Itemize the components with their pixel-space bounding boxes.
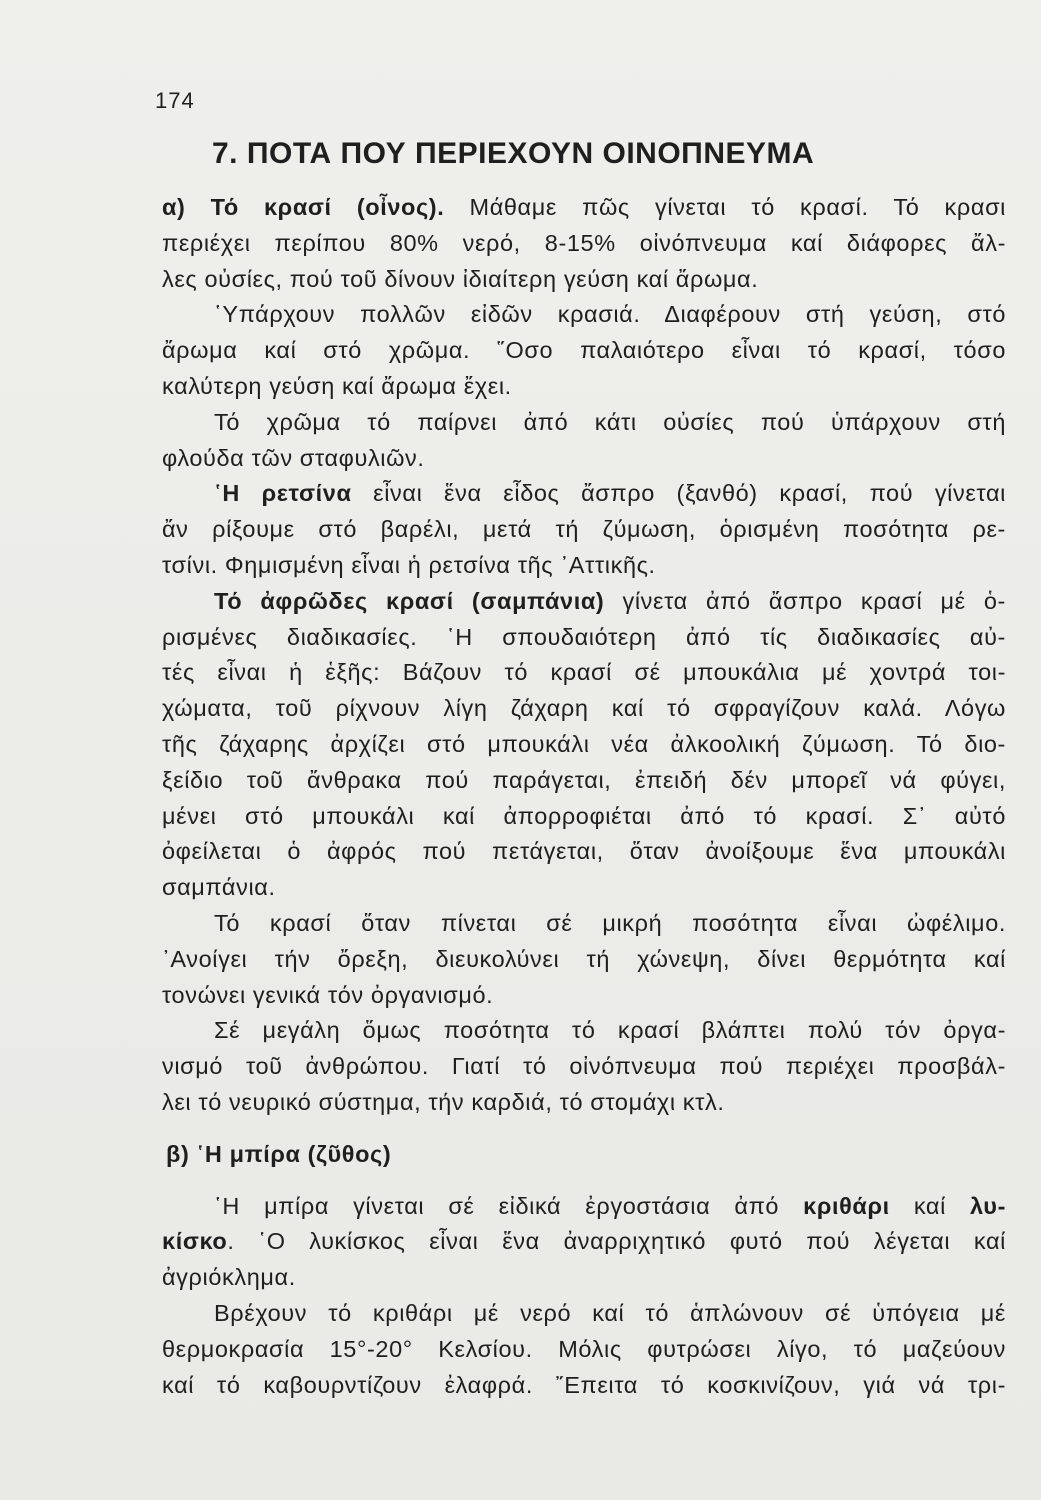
text-line: . ῾Ο λυκίσκος εἶναι ἕνα ἀναρριχητικό φυτό πού λέγεται καί (227, 1228, 1006, 1255)
text-line: ἄν ρίξουμε στό βαρέλι, μετά τή ζύμωση, ὁρισμένη ποσότητα ρε- (162, 516, 1006, 543)
text-line: Τό κρασί ὅταν πίνεται σέ μικρή ποσότητα εἶναι ὠφέλιμο. (214, 909, 1006, 936)
text-line: θερμοκρασία 15°-20° Κελσίου. Μόλις φυτρώσει λίγο, τό μαζεύουν (162, 1335, 1006, 1362)
text-line: φλούδα τῶν σταφυλιῶν. (162, 444, 425, 471)
text-line: νισμό τοῦ ἀνθρώπου. Γιατί τό οἰνόπνευμα πού περιέχει προσβάλ- (162, 1053, 1006, 1080)
text-line: ᾿Ανοίγει τήν ὄρεξη, διευκολύνει τή χώνεψη, δίνει θερμότητα καί (162, 945, 1006, 972)
text-line: Τό χρῶμα τό παίρνει ἀπό κάτι οὐσίες πού ὑπάρχουν στή (214, 408, 1006, 435)
text-line: λει τό νευρικό σύστημα, τήν καρδιά, τό στομάχι κτλ. (162, 1088, 725, 1115)
page-body (162, 190, 1006, 1403)
text-line: τονώνει γενικά τόν ὀργανισμό. (162, 981, 494, 1008)
barley-term: κριθάρι (803, 1192, 890, 1219)
beer-line (162, 1189, 1006, 1225)
text-line: λες οὐσίες, πού τοῦ δίνουν ἰδιαίτερη γεύση καί ἄρωμα. (162, 265, 759, 292)
text-line: χώματα, τοῦ ρίχνουν λίγη ζάχαρη καί τό σφραγίζουν καλά. Λόγω (162, 695, 1006, 722)
text-line: Σέ μεγάλη ὅμως ποσότητα τό κρασί βλάπτει πολύ τόν ὀργα- (214, 1017, 1006, 1044)
text-line: μένει στό μπουκάλι καί ἀπορροφιέται ἀπό τό κρασί. Σ᾿ αὐτό (162, 802, 1006, 829)
text-line: Βρέχουν τό κριθάρι μέ νερό καί τό ἁπλώνουν σέ ὑπόγεια μέ (214, 1299, 1006, 1326)
hops-term: λυ- (969, 1192, 1007, 1219)
text-line: καί τό καβουρντίζουν ἐλαφρά. ῎Επειτα τό κοσκινίζουν, γιά νά τρι- (162, 1371, 1006, 1398)
text-line: τσίνι. Φημισμένη εἶναι ἡ ρετσίνα τῆς ᾿Αττικῆς. (162, 551, 656, 578)
champagne-term: Τό ἀφρῶδες κρασί (σαμπάνια) (214, 587, 605, 614)
text-line: καλύτερη γεύση καί ἄρωμα ἔχει. (162, 372, 512, 399)
champagne-line (162, 584, 1006, 620)
retsina-line (162, 476, 1006, 512)
text-line: γίνετα ἀπό ἄσπρο κρασί μέ ὁ- (604, 587, 1006, 614)
hops-line (162, 1224, 1006, 1260)
page-number: 174 (155, 88, 195, 113)
text-line: Μάθαμε πῶς γίνεται τό κρασί. Τό κρασι (444, 194, 1006, 220)
section-gap (162, 1173, 1006, 1189)
text-line: ρισμένες διαδικασίες. ῾Η σπουδαιότερη ἀπό τίς διαδικασίες αὐ- (162, 623, 1006, 650)
text-line: εἶναι ἕνα εἶδος ἄσπρο (ξανθό) κρασί, πού γίνεται (351, 480, 1006, 507)
text-line: καί (889, 1192, 970, 1219)
text-line: ἀγριόκλημα. (162, 1264, 296, 1291)
chapter-title: 7. ΠΟΤΑ ΠΟΥ ΠΕΡΙΕΧΟΥΝ ΟΙΝΟΠΝΕΥΜΑ (212, 137, 815, 170)
text-line: ῾Η μπίρα γίνεται σέ εἰδικά ἐργοστάσια ἀπό (214, 1192, 804, 1219)
section-gap (162, 1121, 1006, 1137)
retsina-term: ῾Η ρετσίνα (214, 480, 352, 507)
text-line: τές εἶναι ἡ ἑξῆς: Βάζουν τό κρασί σέ μπουκάλια μέ χοντρά τοι- (162, 659, 1006, 686)
section-a-heading-line (162, 190, 1006, 226)
section-a-heading: α) Τό κρασί (οἶνος). (162, 194, 445, 220)
hops-term: κίσκο (162, 1228, 228, 1255)
text-line: ξείδιο τοῦ ἄνθρακα πού παράγεται, ἐπειδή δέν μπορεῖ νά φύγει, (162, 766, 1006, 793)
text-line: περιέχει περίπου 80% νερό, 8-15% οἰνόπνευμα καί διάφορες ἄλ- (162, 229, 1006, 256)
text-line: ἄρωμα καί στό χρῶμα. ῞Οσο παλαιότερο εἶναι τό κρασί, τόσο (162, 337, 1006, 364)
text-line: ῾Υπάρχουν πολλῶν εἰδῶν κρασιά. Διαφέρουν στή γεύση, στό (214, 301, 1006, 328)
text-line: τῆς ζάχαρης ἀρχίζει στό μπουκάλι νέα ἀλκοολική ζύμωση. Τό διο- (162, 730, 1006, 757)
section-b-heading: β) ῾Η μπίρα (ζῦθος) (166, 1140, 392, 1167)
text-line: ὀφείλεται ὁ ἀφρός πού πετάγεται, ὅταν ἀνοίξουμε ἕνα μπουκάλι (162, 838, 1006, 865)
text-line: σαμπάνια. (162, 874, 276, 901)
